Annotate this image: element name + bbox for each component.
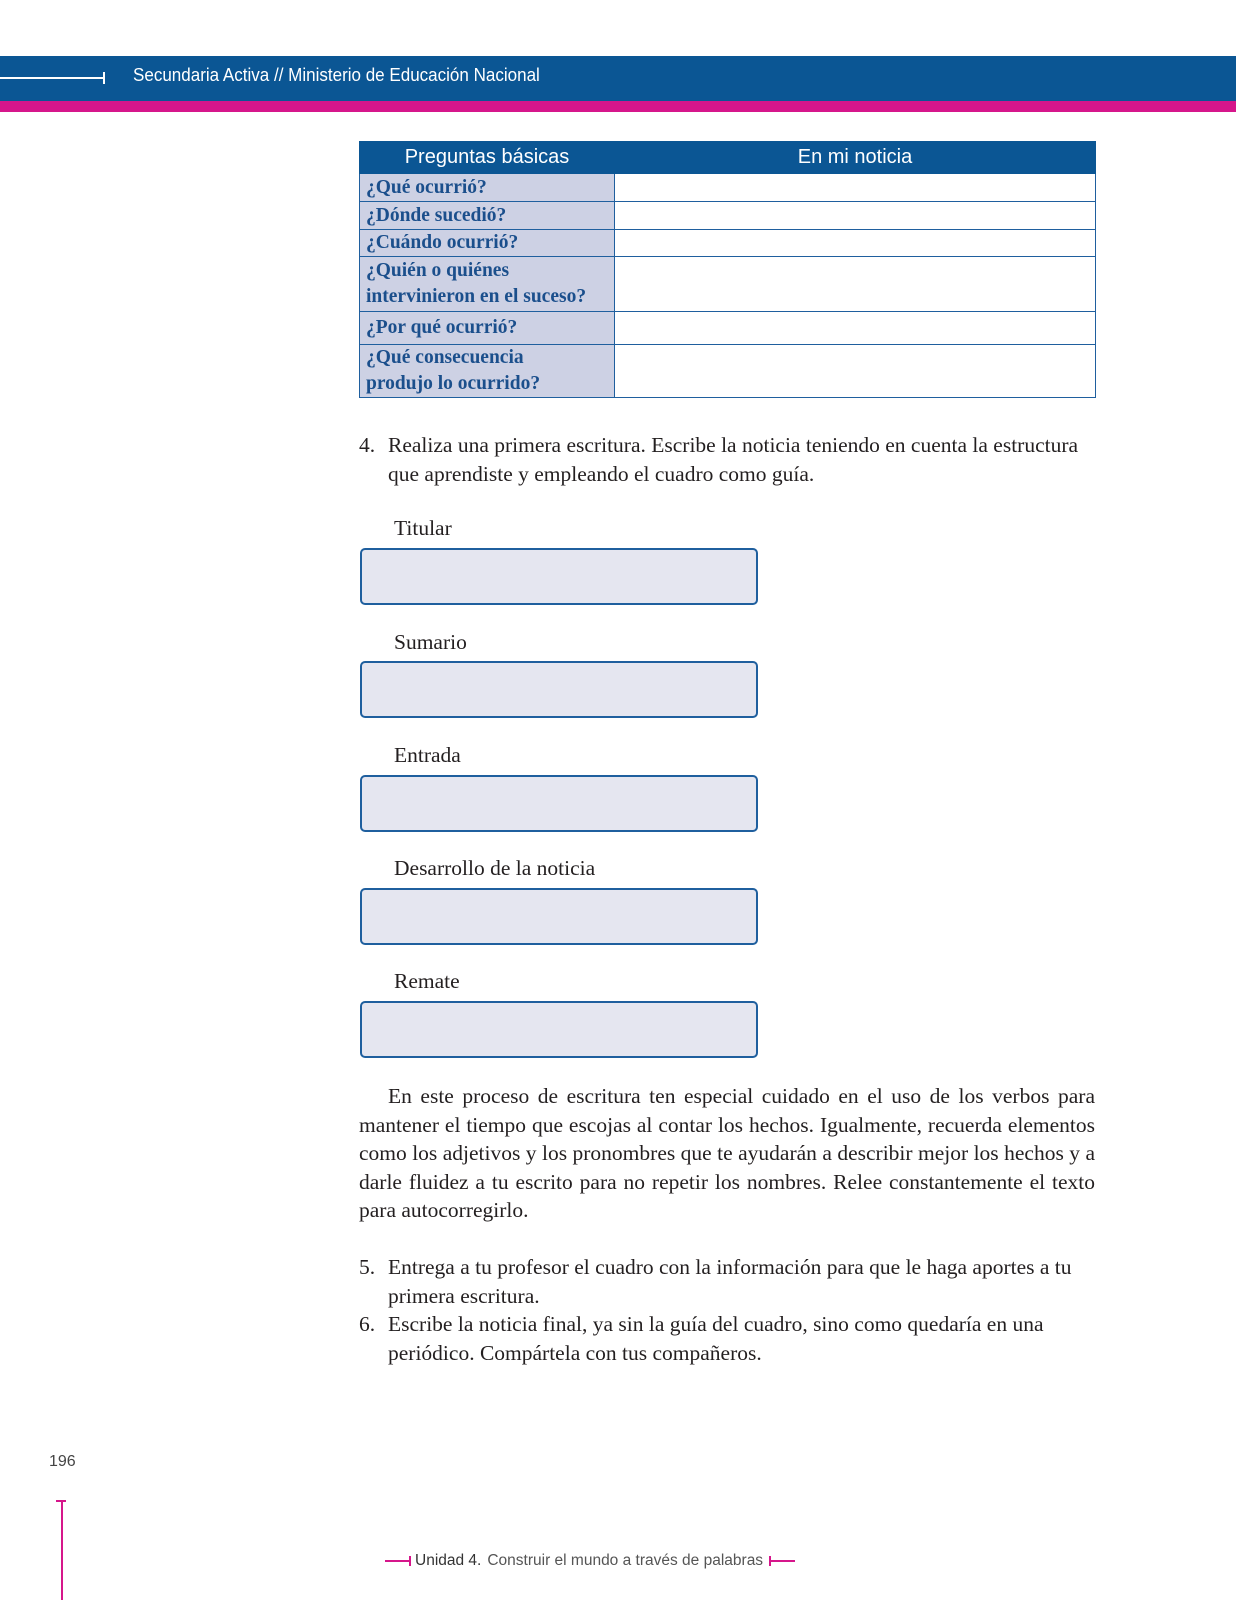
running-header: Secundaria Activa // Ministerio de Educación Nacional [133, 64, 540, 85]
answer-cell[interactable] [615, 230, 1096, 257]
answer-cell[interactable] [615, 174, 1096, 202]
step-number: 5. [359, 1255, 376, 1279]
sumario-input-box[interactable] [360, 661, 758, 718]
titular-input-box[interactable] [360, 548, 758, 605]
running-footer [385, 1552, 795, 1570]
desarrollo-input-box[interactable] [360, 888, 758, 945]
writing-advice-paragraph: En este proceso de escritura ten especial cuidado en el uso de los verbos para mantener el tiempo que escojas al contar los hechos. Igualmente, recuerda elementos como los adjetivos y los pronombres que te ayudarán a describir mejor los hechos y a darle fluidez a tu escrito para no repetir los nombres. Relee constantemente el texto para autocorregirlo. [359, 1084, 1095, 1222]
page-number: 196 [49, 1453, 76, 1470]
step-6 [359, 1310, 1099, 1367]
field-label-titular: Titular [394, 516, 452, 540]
question-cell: ¿Cuándo ocurrió? [360, 230, 615, 257]
field-label-desarrollo: Desarrollo de la noticia [394, 856, 596, 880]
footer-dash-left [385, 1560, 411, 1562]
question-cell: ¿Quién o quiénes intervinieron en el suceso? [360, 257, 615, 312]
header-rule-tick [103, 72, 105, 84]
table-row [360, 230, 1096, 257]
table-row [360, 174, 1096, 202]
step-number: 4. [359, 433, 376, 457]
answer-cell[interactable] [615, 202, 1096, 230]
header-accent-stripe [0, 101, 1236, 112]
step-number: 6. [359, 1312, 376, 1336]
table-row [360, 312, 1096, 345]
column-header-questions: Preguntas básicas [360, 142, 615, 174]
table-header-row [360, 142, 1096, 174]
step-4 [359, 431, 1099, 488]
footer-unit-title: Construir el mundo a través de palabras [487, 1552, 764, 1569]
step-text: Entrega a tu profesor el cuadro con la información para que le haga aportes a tu primera escritura. [388, 1255, 1072, 1308]
step-text: Escribe la noticia final, ya sin la guía del cuadro, sino como quedaría en una periódico. Compártela con tus compañeros. [388, 1312, 1044, 1365]
questions-table [359, 141, 1096, 398]
answer-cell[interactable] [615, 312, 1096, 345]
entrada-input-box[interactable] [360, 775, 758, 832]
field-label-entrada: Entrada [394, 743, 461, 767]
step-5 [359, 1253, 1099, 1310]
margin-rule [61, 1500, 63, 1600]
answer-cell[interactable] [615, 257, 1096, 312]
header-rule [0, 77, 103, 79]
footer-unit: Unidad 4. [415, 1552, 482, 1569]
remate-input-box[interactable] [360, 1001, 758, 1058]
question-cell: ¿Qué consecuencia produjo lo ocurrido? [360, 345, 615, 398]
question-cell: ¿Por qué ocurrió? [360, 312, 615, 345]
field-label-sumario: Sumario [394, 630, 467, 654]
table-row [360, 202, 1096, 230]
answer-cell[interactable] [615, 345, 1096, 398]
field-label-remate: Remate [394, 969, 460, 993]
question-cell: ¿Qué ocurrió? [360, 174, 615, 202]
table-row [360, 257, 1096, 312]
column-header-my-news: En mi noticia [615, 142, 1096, 174]
table-row [360, 345, 1096, 398]
step-text: Realiza una primera escritura. Escribe la noticia teniendo en cuenta la estructura que aprendiste y empleando el cuadro como guía. [388, 433, 1079, 486]
question-cell: ¿Dónde sucedió? [360, 202, 615, 230]
footer-dash-right [769, 1560, 795, 1562]
